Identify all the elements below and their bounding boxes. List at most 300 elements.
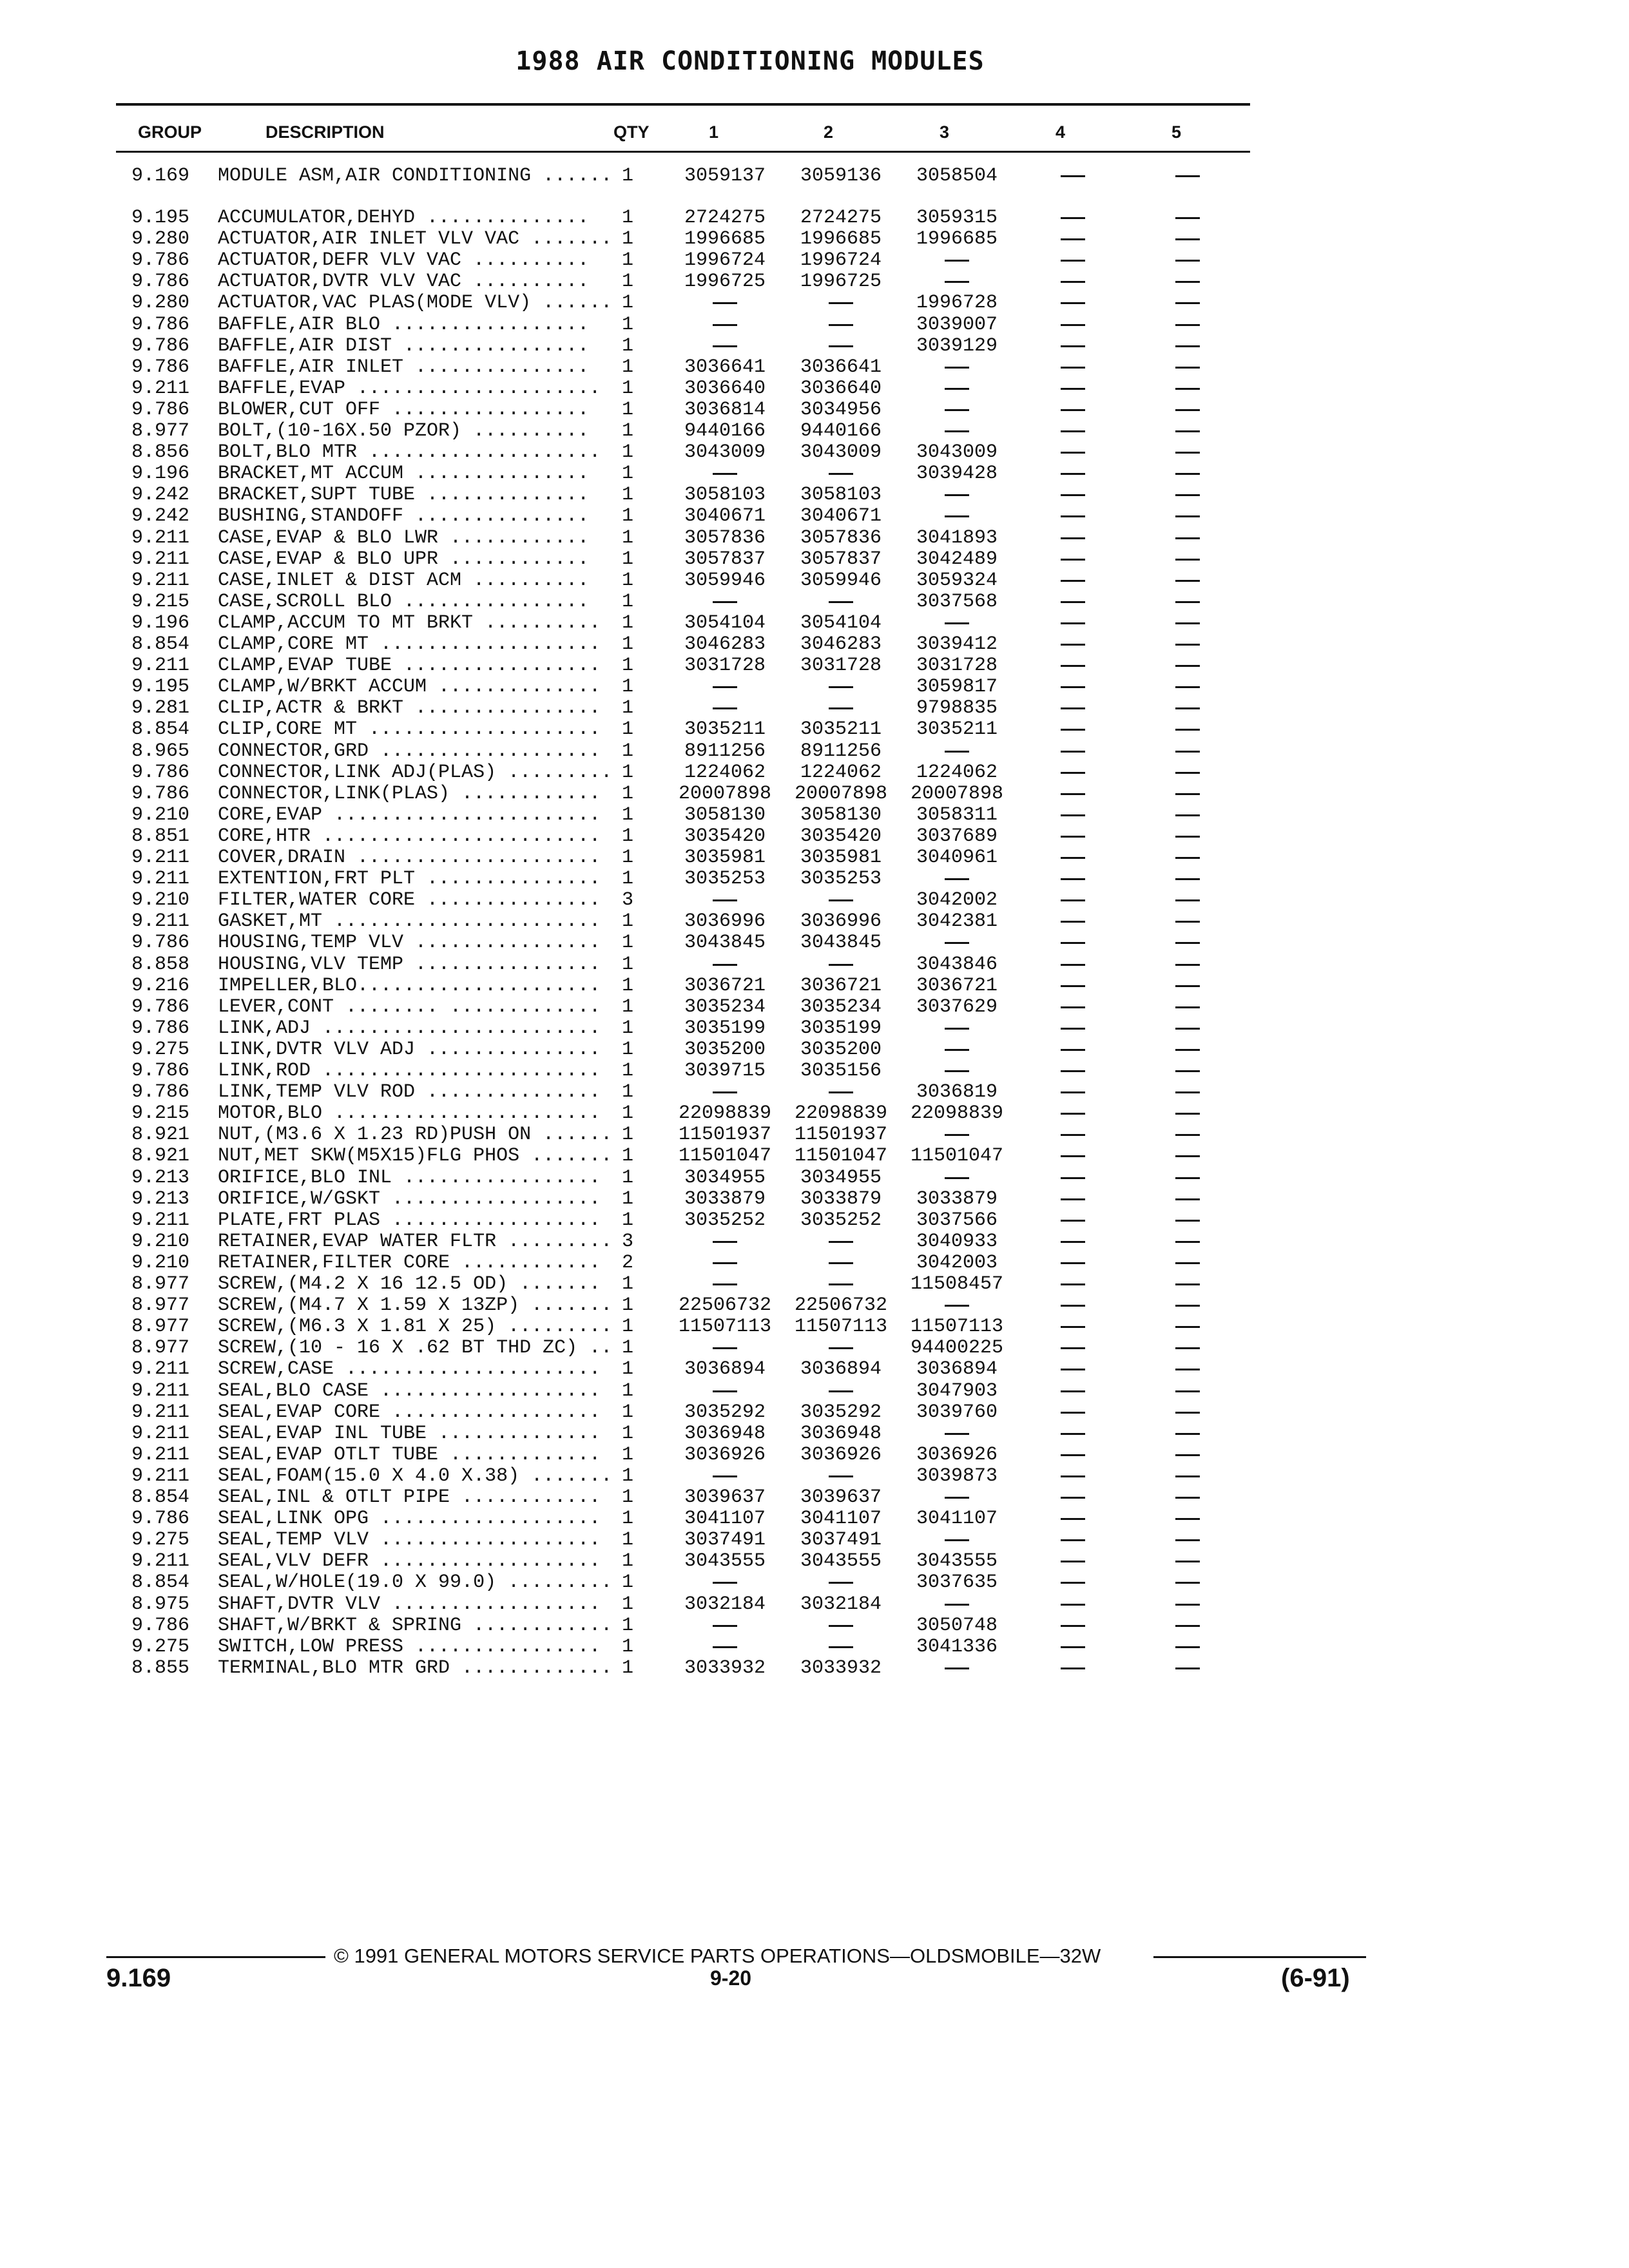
qty-cell: 1 [622, 1465, 634, 1487]
part-cell-1 [664, 677, 786, 698]
group-cell: 9.211 [131, 1422, 190, 1445]
no-part-dash [1061, 729, 1085, 731]
part-cell-2: 3035211 [800, 718, 882, 741]
part-cell-3: 11507113 [910, 1316, 1004, 1338]
no-part-dash [1175, 1049, 1200, 1051]
qty-cell: 1 [622, 655, 634, 677]
qty-cell: 1 [622, 1529, 634, 1552]
part-cell-1: 3034955 [684, 1166, 766, 1189]
no-part-dash [1175, 814, 1200, 816]
table-row [0, 528, 1547, 549]
header-top-rule [116, 103, 1250, 106]
part-cell-5 [1126, 1572, 1249, 1593]
qty-cell: 1 [622, 932, 634, 954]
part-cell-4 [1012, 463, 1134, 485]
part-cell-2: 3034955 [800, 1166, 882, 1189]
no-part-dash [1061, 175, 1085, 177]
table-row [0, 1274, 1547, 1295]
qty-cell: 1 [622, 718, 634, 741]
part-cell-3: 3059315 [916, 207, 998, 229]
table-row [0, 1423, 1547, 1445]
table-row [0, 719, 1547, 740]
part-cell-5 [1126, 741, 1249, 762]
part-cell-3: 3039412 [916, 633, 998, 655]
part-cell-2: 22098839 [794, 1102, 888, 1125]
part-cell-5 [1126, 1253, 1249, 1274]
description-cell: BRACKET,SUPT TUBE .............. [218, 484, 590, 506]
part-cell-2: 3059946 [800, 569, 882, 591]
part-cell-2: 3035199 [800, 1017, 882, 1039]
table-row [0, 421, 1547, 442]
part-cell-4 [1012, 932, 1134, 954]
part-cell-2: 3039637 [800, 1486, 882, 1508]
part-cell-1 [664, 1572, 786, 1593]
no-part-dash [1061, 1390, 1085, 1392]
no-part-dash [1061, 878, 1085, 880]
part-cell-2: 3035981 [800, 847, 882, 869]
description-cell: BUSHING,STANDOFF ............... [218, 505, 590, 528]
part-cell-4 [1012, 1359, 1134, 1380]
no-part-dash [1175, 367, 1200, 369]
part-cell-3: 3037635 [916, 1571, 998, 1594]
no-part-dash [1175, 1390, 1200, 1392]
part-cell-4 [1012, 336, 1134, 357]
description-cell: ACTUATOR,DEFR VLV VAC .......... [218, 249, 590, 272]
no-part-dash [1061, 1326, 1085, 1328]
description-cell: PLATE,FRT PLAS .................. [218, 1209, 601, 1231]
part-cell-5 [1126, 378, 1249, 399]
no-part-dash [1175, 1347, 1200, 1349]
description-cell: NUT,MET SKW(M5X15)FLG PHOS ....... [218, 1145, 613, 1168]
part-cell-3 [896, 1124, 1018, 1146]
part-cell-2: 1996685 [800, 228, 882, 251]
part-cell-2: 3035156 [800, 1060, 882, 1082]
part-cell-3: 3042489 [916, 548, 998, 570]
part-cell-2: 3058103 [800, 484, 882, 506]
no-part-dash [829, 1582, 853, 1584]
description-cell: LINK,TEMP VLV ROD ............... [218, 1081, 601, 1104]
table-row [0, 805, 1547, 826]
description-cell: CONNECTOR,LINK ADJ(PLAS) ......... [218, 761, 613, 783]
description-cell: RETAINER,EVAP WATER FLTR ......... [218, 1230, 613, 1253]
part-cell-5 [1126, 1082, 1249, 1103]
no-part-dash [1175, 515, 1200, 517]
no-part-dash [1175, 1369, 1200, 1370]
table-row [0, 207, 1547, 229]
part-cell-3 [896, 1061, 1018, 1082]
part-cell-2: 3043845 [800, 932, 882, 954]
group-cell: 8.921 [131, 1124, 190, 1146]
part-cell-5 [1126, 1061, 1249, 1082]
no-part-dash [1175, 1262, 1200, 1264]
group-cell: 9.786 [131, 1081, 190, 1104]
no-part-dash [1061, 1049, 1085, 1051]
no-part-dash [1061, 1113, 1085, 1115]
group-cell: 9.242 [131, 484, 190, 506]
part-cell-4 [1012, 378, 1134, 399]
part-cell-3: 3059324 [916, 569, 998, 591]
part-cell-2: 3058130 [800, 803, 882, 826]
part-cell-2: 1224062 [800, 761, 882, 783]
description-cell: SHAFT,W/BRKT & SPRING ............ [218, 1614, 613, 1637]
table-row [0, 271, 1547, 293]
part-cell-1 [664, 591, 786, 613]
description-cell: CLAMP,CORE MT ................... [218, 633, 601, 655]
description-cell: BAFFLE,AIR INLET ............... [218, 356, 590, 378]
part-cell-3 [896, 271, 1018, 293]
no-part-dash [945, 1497, 969, 1499]
no-part-dash [1061, 1070, 1085, 1072]
qty-cell: 1 [622, 1273, 634, 1295]
no-part-dash [1061, 1561, 1085, 1562]
description-cell: SEAL,VLV DEFR ................... [218, 1550, 601, 1573]
part-cell-4 [1012, 1445, 1134, 1466]
part-cell-3: 3058311 [916, 803, 998, 826]
part-cell-3 [896, 1658, 1018, 1679]
no-part-dash [1061, 1006, 1085, 1008]
no-part-dash [1061, 964, 1085, 966]
part-cell-5 [1126, 250, 1249, 271]
no-part-dash [1175, 1454, 1200, 1456]
group-cell: 9.211 [131, 526, 190, 549]
part-cell-1: 3059946 [684, 569, 766, 591]
no-part-dash [1175, 217, 1200, 219]
qty-cell: 1 [622, 1550, 634, 1573]
no-part-dash [1175, 836, 1200, 838]
part-cell-5 [1126, 1637, 1249, 1658]
group-cell: 9.280 [131, 228, 190, 251]
qty-cell: 1 [622, 590, 634, 613]
description-cell: NUT,(M3.6 X 1.23 RD)PUSH ON ...... [218, 1124, 613, 1146]
table-row [0, 826, 1547, 847]
part-cell-4 [1012, 1039, 1134, 1061]
qty-cell: 1 [622, 1401, 634, 1423]
description-cell: ACTUATOR,AIR INLET VLV VAC ....... [218, 228, 613, 251]
part-cell-3: 3041336 [916, 1635, 998, 1658]
no-part-dash [1175, 985, 1200, 987]
part-cell-5 [1126, 1530, 1249, 1551]
qty-cell: 1 [622, 697, 634, 720]
no-part-dash [1175, 580, 1200, 582]
no-part-dash [829, 302, 853, 304]
qty-cell: 1 [622, 398, 634, 421]
no-part-dash [1175, 452, 1200, 454]
qty-cell: 1 [622, 1038, 634, 1061]
part-cell-3: 3033879 [916, 1187, 998, 1210]
no-part-dash [829, 964, 853, 966]
group-cell: 9.786 [131, 271, 190, 293]
part-cell-5 [1126, 549, 1249, 570]
part-cell-1: 3040671 [684, 505, 766, 528]
table-row [0, 1146, 1547, 1167]
no-part-dash [1175, 942, 1200, 944]
part-cell-1: 3057837 [684, 548, 766, 570]
qty-cell: 1 [622, 1166, 634, 1189]
part-cell-4 [1012, 1316, 1134, 1338]
part-cell-1: 11501047 [678, 1145, 772, 1168]
group-cell: 9.786 [131, 1060, 190, 1082]
qty-cell: 1 [622, 633, 634, 655]
part-cell-5 [1126, 1295, 1249, 1316]
no-part-dash [713, 324, 737, 326]
part-cell-5 [1126, 1103, 1249, 1124]
no-part-dash [829, 345, 853, 347]
no-part-dash [1061, 1454, 1085, 1456]
no-part-dash [1175, 1220, 1200, 1222]
no-part-dash [945, 281, 969, 283]
group-cell: 8.977 [131, 1316, 190, 1338]
part-cell-1: 3035253 [684, 868, 766, 890]
no-part-dash [713, 1091, 737, 1093]
part-cell-4 [1012, 975, 1134, 997]
no-part-dash [1061, 707, 1085, 709]
part-cell-2: 3031728 [800, 655, 882, 677]
footer-section-number: 9.169 [106, 1964, 171, 1992]
no-part-dash [1175, 1582, 1200, 1584]
part-cell-5 [1126, 783, 1249, 805]
no-part-dash [713, 686, 737, 688]
description-cell: LINK,ROD ........................ [218, 1060, 601, 1082]
description-cell: CASE,EVAP & BLO UPR ............ [218, 548, 590, 570]
no-part-dash [1175, 345, 1200, 347]
part-cell-1: 3043845 [684, 932, 766, 954]
part-cell-2: 3057836 [800, 526, 882, 549]
part-cell-2: 3035234 [800, 995, 882, 1018]
description-cell: SCREW,(M4.2 X 16 12.5 OD) ....... [218, 1273, 601, 1295]
part-cell-3 [896, 485, 1018, 506]
part-cell-5 [1126, 570, 1249, 591]
part-cell-5 [1126, 1359, 1249, 1380]
group-cell: 9.213 [131, 1187, 190, 1210]
no-part-dash [1061, 260, 1085, 262]
part-cell-1: 3037491 [684, 1529, 766, 1552]
part-cell-2 [780, 1381, 902, 1402]
qty-cell: 1 [622, 526, 634, 549]
part-cell-5 [1126, 1146, 1249, 1167]
group-cell: 8.921 [131, 1145, 190, 1168]
table-row [0, 229, 1547, 250]
part-cell-5 [1126, 293, 1249, 314]
part-cell-5 [1126, 1551, 1249, 1572]
part-cell-5 [1126, 591, 1249, 613]
part-cell-3: 3036721 [916, 974, 998, 997]
description-cell: MODULE ASM,AIR CONDITIONING ...... [218, 165, 613, 187]
no-part-dash [713, 1646, 737, 1648]
group-cell: 9.786 [131, 1614, 190, 1637]
part-cell-1: 22506732 [678, 1294, 772, 1317]
no-part-dash [829, 1390, 853, 1392]
part-cell-2: 9440166 [800, 420, 882, 442]
part-cell-5 [1126, 1189, 1249, 1210]
no-part-dash [713, 1582, 737, 1584]
no-part-dash [1175, 1070, 1200, 1072]
no-part-dash [1175, 921, 1200, 923]
part-cell-1: 3054104 [684, 611, 766, 634]
table-row [0, 1124, 1547, 1146]
part-cell-2: 1996725 [800, 271, 882, 293]
table-row [0, 975, 1547, 997]
part-cell-4 [1012, 1338, 1134, 1359]
part-cell-2 [780, 677, 902, 698]
no-part-dash [1175, 1497, 1200, 1499]
no-part-dash [1061, 1518, 1085, 1520]
part-cell-4 [1012, 229, 1134, 250]
group-cell: 8.854 [131, 718, 190, 741]
part-cell-5 [1126, 975, 1249, 997]
qty-cell: 1 [622, 825, 634, 847]
part-cell-5 [1126, 634, 1249, 655]
part-cell-3: 20007898 [910, 782, 1004, 805]
description-cell: SEAL,EVAP INL TUBE .............. [218, 1422, 601, 1445]
part-cell-1: 3035292 [684, 1401, 766, 1423]
part-cell-5 [1126, 1508, 1249, 1530]
part-cell-3: 3036819 [916, 1081, 998, 1104]
no-part-dash [1061, 238, 1085, 240]
no-part-dash [1175, 793, 1200, 795]
group-cell: 9.786 [131, 334, 190, 357]
part-cell-4 [1012, 1594, 1134, 1615]
description-cell: ORIFICE,W/GSKT .................. [218, 1187, 601, 1210]
part-cell-3: 3041893 [916, 526, 998, 549]
table-row [0, 911, 1547, 932]
part-cell-5 [1126, 1594, 1249, 1615]
part-cell-2: 3035252 [800, 1209, 882, 1231]
no-part-dash [713, 601, 737, 603]
group-cell: 9.211 [131, 1465, 190, 1487]
no-part-dash [1175, 1646, 1200, 1648]
no-part-dash [1061, 281, 1085, 283]
description-cell: SCREW,(10 - 16 X .62 BT THD ZC) .. [218, 1337, 613, 1360]
description-cell: SEAL,INL & OTLT PIPE ............ [218, 1486, 601, 1508]
part-cell-1: 3039637 [684, 1486, 766, 1508]
part-cell-3: 1224062 [916, 761, 998, 783]
part-cell-2: 3046283 [800, 633, 882, 655]
part-cell-3 [896, 250, 1018, 271]
group-cell: 9.242 [131, 505, 190, 528]
group-cell: 9.210 [131, 1230, 190, 1253]
description-cell: GASKET,MT ....................... [218, 910, 601, 933]
no-part-dash [713, 1241, 737, 1243]
no-part-dash [1061, 302, 1085, 304]
table-row [0, 1530, 1547, 1551]
part-cell-5 [1126, 1466, 1249, 1487]
no-part-dash [1175, 1198, 1200, 1200]
part-cell-5 [1126, 932, 1249, 954]
part-cell-2: 2724275 [800, 207, 882, 229]
description-cell: CLAMP,W/BRKT ACCUM .............. [218, 676, 601, 698]
part-cell-2 [780, 890, 902, 911]
table-row [0, 890, 1547, 911]
no-part-dash [1061, 217, 1085, 219]
qty-cell: 1 [622, 1593, 634, 1615]
part-cell-1 [664, 314, 786, 336]
no-part-dash [1061, 1028, 1085, 1030]
part-cell-4 [1012, 719, 1134, 740]
table-row [0, 1253, 1547, 1274]
part-cell-2: 11507113 [794, 1316, 888, 1338]
part-cell-3 [896, 506, 1018, 527]
part-cell-4 [1012, 826, 1134, 847]
no-part-dash [1175, 729, 1200, 731]
group-cell: 9.215 [131, 590, 190, 613]
part-cell-1: 3033879 [684, 1187, 766, 1210]
no-part-dash [713, 302, 737, 304]
part-cell-2: 3036641 [800, 356, 882, 378]
description-cell: FILTER,WATER CORE ............... [218, 889, 601, 912]
no-part-dash [713, 964, 737, 966]
table-row [0, 1189, 1547, 1210]
part-cell-4 [1012, 613, 1134, 634]
qty-cell: 1 [622, 868, 634, 890]
no-part-dash [1061, 409, 1085, 411]
col-header-description: DESCRIPTION [265, 122, 385, 142]
table-row [0, 1103, 1547, 1124]
group-cell: 8.977 [131, 420, 190, 442]
table-row [0, 1551, 1547, 1572]
no-part-dash [945, 409, 969, 411]
no-part-dash [945, 1604, 969, 1606]
part-cell-4 [1012, 570, 1134, 591]
part-cell-3: 3047903 [916, 1379, 998, 1402]
part-cell-4 [1012, 1253, 1134, 1274]
part-cell-1 [664, 293, 786, 314]
part-cell-1 [664, 1253, 786, 1274]
group-cell: 8.965 [131, 740, 190, 762]
qty-cell: 3 [622, 889, 634, 912]
no-part-dash [829, 324, 853, 326]
part-cell-1: 3058103 [684, 484, 766, 506]
qty-cell: 1 [622, 974, 634, 997]
no-part-dash [1061, 1604, 1085, 1606]
table-row [0, 954, 1547, 975]
table-row [0, 762, 1547, 783]
description-cell: SEAL,FOAM(15.0 X 4.0 X.38) ....... [218, 1465, 613, 1487]
no-part-dash [829, 1475, 853, 1477]
table-row [0, 1061, 1547, 1082]
no-part-dash [1175, 665, 1200, 667]
part-cell-4 [1012, 166, 1134, 187]
table-row [0, 1168, 1547, 1189]
no-part-dash [1175, 1625, 1200, 1627]
no-part-dash [713, 345, 737, 347]
description-cell: SCREW,CASE ...................... [218, 1358, 601, 1381]
description-cell: HOUSING,VLV TEMP ................ [218, 953, 601, 975]
no-part-dash [1061, 324, 1085, 326]
part-cell-1: 3035200 [684, 1038, 766, 1061]
table-row [0, 549, 1547, 570]
qty-cell: 3 [622, 1230, 634, 1253]
part-cell-5 [1126, 1274, 1249, 1295]
no-part-dash [1175, 281, 1200, 283]
no-part-dash [713, 1625, 737, 1627]
no-part-dash [713, 1283, 737, 1285]
footer-rule-left [106, 1956, 325, 1958]
no-part-dash [713, 899, 737, 901]
part-cell-5 [1126, 1168, 1249, 1189]
col-header-group: GROUP [138, 122, 202, 142]
part-cell-3 [896, 1594, 1018, 1615]
table-row [0, 613, 1547, 634]
part-cell-4 [1012, 1508, 1134, 1530]
table-row [0, 570, 1547, 591]
group-cell: 9.275 [131, 1529, 190, 1552]
part-cell-2: 3043555 [800, 1550, 882, 1573]
part-cell-3: 3043846 [916, 953, 998, 975]
qty-cell: 1 [622, 420, 634, 442]
description-cell: LINK,DVTR VLV ADJ ............... [218, 1038, 601, 1061]
description-cell: SWITCH,LOW PRESS ................ [218, 1635, 601, 1658]
part-cell-5 [1126, 166, 1249, 187]
